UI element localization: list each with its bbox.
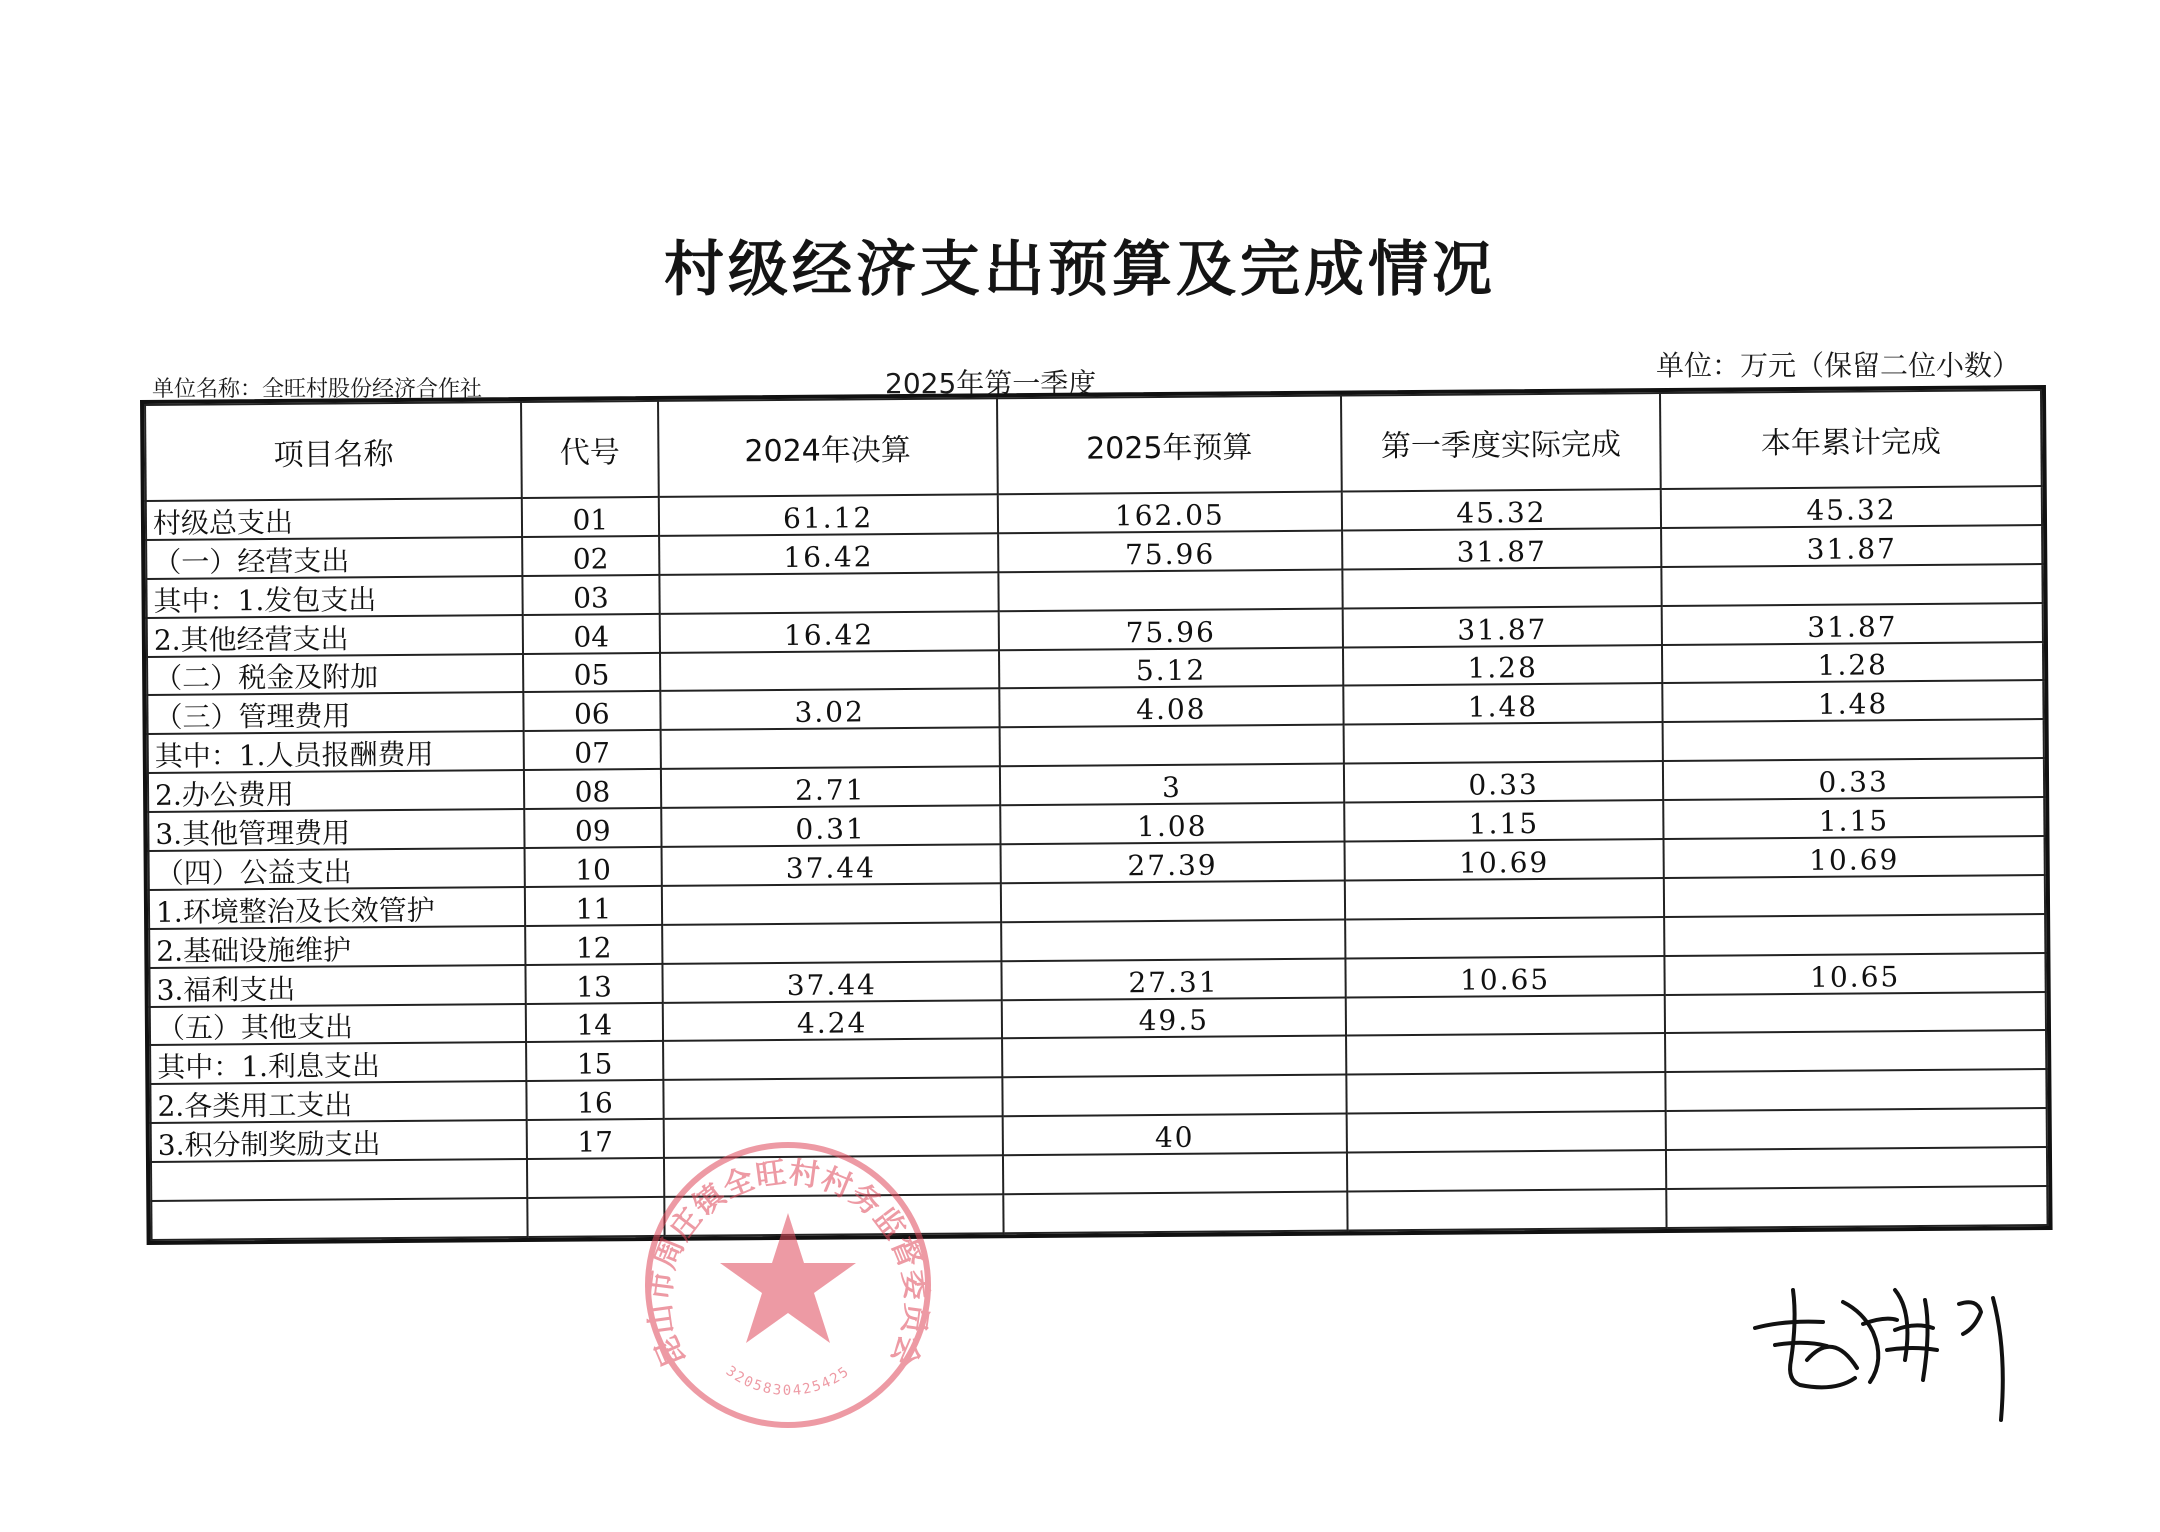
cell-2025-budget xyxy=(1003,1153,1347,1195)
cell-q1-actual xyxy=(1346,1034,1666,1075)
cell-item-name: 1.环境整治及长效管护 xyxy=(149,887,526,929)
cell-item-name: 3.其他管理费用 xyxy=(148,809,525,851)
svg-text:3205830425425: 3205830425425 xyxy=(722,1363,854,1399)
cell-q1-actual xyxy=(1346,995,1666,1036)
cell-code: 07 xyxy=(524,730,661,770)
cell-2025-budget: 3 xyxy=(1000,764,1344,806)
cell-2025-budget: 1.08 xyxy=(1000,803,1344,845)
cell-2024-final: 4.24 xyxy=(662,1000,1002,1042)
cell-2025-budget xyxy=(1000,725,1344,767)
cell-item-name: 2.各类用工支出 xyxy=(150,1081,527,1123)
cell-item-name: （一）经营支出 xyxy=(146,537,523,579)
cell-code: 09 xyxy=(525,808,662,848)
cell-q1-actual xyxy=(1345,878,1665,919)
cell-2024-final: 61.12 xyxy=(658,494,998,536)
cell-item-name: 其中：1.人员报酬费用 xyxy=(148,731,525,773)
unit-name: 单位名称：全旺村股份经济合作社 xyxy=(152,377,483,402)
cell-code: 01 xyxy=(522,497,659,537)
cell-2025-budget xyxy=(1001,880,1345,922)
cell-2025-budget: 5.12 xyxy=(999,647,1343,689)
cell-2024-final: 0.31 xyxy=(661,805,1001,847)
cell-item-name: 2.办公费用 xyxy=(148,770,525,812)
cell-2024-final xyxy=(663,1078,1003,1120)
cell-item-name: 3.福利支出 xyxy=(149,965,526,1007)
cell-2025-budget xyxy=(1003,1192,1347,1234)
cell-2024-final: 16.42 xyxy=(659,611,999,653)
cell-q1-actual xyxy=(1346,1072,1666,1113)
cell-item-name xyxy=(151,1198,528,1240)
cell-q1-actual xyxy=(1343,722,1663,763)
header-ytd-actual: 本年累计完成 xyxy=(1660,390,2042,489)
cell-2024-final xyxy=(662,922,1002,964)
cell-ytd-actual xyxy=(1665,992,2046,1034)
report-period: 2025年第一季度 xyxy=(885,367,1097,400)
cell-2025-budget: 27.39 xyxy=(1000,842,1344,884)
cell-code: 16 xyxy=(527,1080,664,1120)
cell-2024-final: 3.02 xyxy=(660,689,1000,731)
cell-item-name: 村级总支出 xyxy=(146,498,523,540)
cell-code: 10 xyxy=(525,847,662,887)
cell-q1-actual xyxy=(1346,1111,1666,1152)
cell-2025-budget: 27.31 xyxy=(1001,958,1345,1000)
cell-ytd-actual xyxy=(1662,564,2043,606)
cell-2024-final xyxy=(661,883,1001,925)
cell-2025-budget: 4.08 xyxy=(999,686,1343,728)
cell-2024-final: 2.71 xyxy=(660,766,1000,808)
header-code: 代号 xyxy=(521,401,658,498)
cell-item-name: 其中：1.发包支出 xyxy=(146,576,523,618)
cell-ytd-actual: 31.87 xyxy=(1662,603,2043,645)
cell-2025-budget xyxy=(1002,1075,1346,1117)
cell-q1-actual: 31.87 xyxy=(1342,528,1662,569)
expenditure-table-frame xyxy=(140,385,2053,1245)
table-body xyxy=(146,486,2048,1240)
cell-q1-actual: 1.15 xyxy=(1344,800,1664,841)
cell-2025-budget xyxy=(1002,1036,1346,1078)
cell-code: 17 xyxy=(527,1119,664,1159)
header-2025-budget: 2025年预算 xyxy=(997,396,1342,495)
cell-2025-budget: 75.96 xyxy=(999,608,1343,650)
cell-item-name: （五）其他支出 xyxy=(150,1004,527,1046)
header-2024-final: 2024年决算 xyxy=(658,398,998,497)
cell-code: 05 xyxy=(523,652,660,692)
cell-item-name: （二）税金及附加 xyxy=(147,654,524,696)
cell-2025-budget: 40 xyxy=(1003,1114,1347,1156)
cell-item-name: （三）管理费用 xyxy=(147,692,524,734)
cell-code: 03 xyxy=(523,575,660,615)
cell-ytd-actual xyxy=(1663,719,2044,761)
cell-code: 11 xyxy=(525,886,662,926)
cell-2025-budget xyxy=(1001,919,1345,961)
cell-code: 04 xyxy=(523,614,660,654)
cell-code: 08 xyxy=(524,769,661,809)
cell-q1-actual: 1.48 xyxy=(1343,684,1663,725)
cell-2025-budget: 162.05 xyxy=(998,492,1342,534)
cell-q1-actual: 31.87 xyxy=(1343,606,1663,647)
cell-ytd-actual xyxy=(1666,1186,2047,1228)
cell-2025-budget xyxy=(998,569,1342,611)
expenditure-table xyxy=(144,389,2049,1241)
cell-ytd-actual xyxy=(1666,1069,2047,1111)
cell-ytd-actual: 45.32 xyxy=(1661,486,2042,528)
cell-item-name: 3.积分制奖励支出 xyxy=(151,1120,528,1162)
cell-q1-actual: 10.69 xyxy=(1344,839,1664,880)
cell-2024-final xyxy=(663,1039,1003,1081)
cell-ytd-actual xyxy=(1664,914,2045,956)
header-item-name: 项目名称 xyxy=(145,402,522,501)
cell-ytd-actual: 10.65 xyxy=(1665,953,2046,995)
page-title: 村级经济支出预算及完成情况 xyxy=(664,235,1496,305)
cell-q1-actual xyxy=(1347,1150,1667,1191)
cell-ytd-actual: 1.15 xyxy=(1663,797,2044,839)
cell-2024-final: 16.42 xyxy=(659,533,999,575)
cell-ytd-actual xyxy=(1664,875,2045,917)
cell-code: 12 xyxy=(525,925,662,965)
cell-2024-final xyxy=(659,572,999,614)
cell-item-name xyxy=(151,1159,528,1201)
cell-2025-budget: 75.96 xyxy=(998,530,1342,572)
cell-code: 14 xyxy=(526,1002,663,1042)
cell-2024-final xyxy=(659,650,999,692)
cell-q1-actual xyxy=(1347,1189,1667,1230)
cell-item-name: 2.其他经营支出 xyxy=(147,615,524,657)
official-seal xyxy=(638,1135,938,1435)
cell-ytd-actual xyxy=(1666,1147,2047,1189)
cell-ytd-actual xyxy=(1665,1031,2046,1073)
cell-code: 02 xyxy=(522,536,659,576)
cell-item-name: （四）公益支出 xyxy=(149,848,526,890)
unit-label: 单位：万元（保留二位小数） xyxy=(1655,349,2020,382)
cell-q1-actual: 1.28 xyxy=(1343,645,1663,686)
cell-q1-actual xyxy=(1345,917,1665,958)
cell-ytd-actual: 0.33 xyxy=(1663,758,2044,800)
cell-ytd-actual: 10.69 xyxy=(1664,836,2045,878)
cell-item-name: 其中：1.利息支出 xyxy=(150,1042,527,1084)
cell-ytd-actual: 31.87 xyxy=(1661,525,2042,567)
cell-ytd-actual xyxy=(1666,1108,2047,1150)
cell-2024-final: 37.44 xyxy=(661,844,1001,886)
cell-q1-actual: 45.32 xyxy=(1342,489,1662,530)
cell-q1-actual xyxy=(1342,567,1662,608)
cell-code: 15 xyxy=(526,1041,663,1081)
cell-code: 13 xyxy=(526,964,663,1004)
svg-text:昆山市周庄镇全旺村村务监督委员会: 昆山市周庄镇全旺村村务监督委员会 xyxy=(642,1155,934,1373)
cell-ytd-actual: 1.28 xyxy=(1662,642,2043,684)
handwritten-signature xyxy=(1745,1250,2045,1430)
cell-code: 06 xyxy=(524,691,661,731)
cell-item-name: 2.基础设施维护 xyxy=(149,926,526,968)
header-q1-actual: 第一季度实际完成 xyxy=(1341,393,1661,492)
cell-ytd-actual: 1.48 xyxy=(1662,681,2043,723)
table-header-row xyxy=(145,390,2042,501)
cell-2024-final: 37.44 xyxy=(662,961,1002,1003)
cell-q1-actual: 10.65 xyxy=(1345,956,1665,997)
cell-2025-budget: 49.5 xyxy=(1002,997,1346,1039)
cell-q1-actual: 0.33 xyxy=(1344,761,1664,802)
cell-2024-final xyxy=(660,728,1000,770)
